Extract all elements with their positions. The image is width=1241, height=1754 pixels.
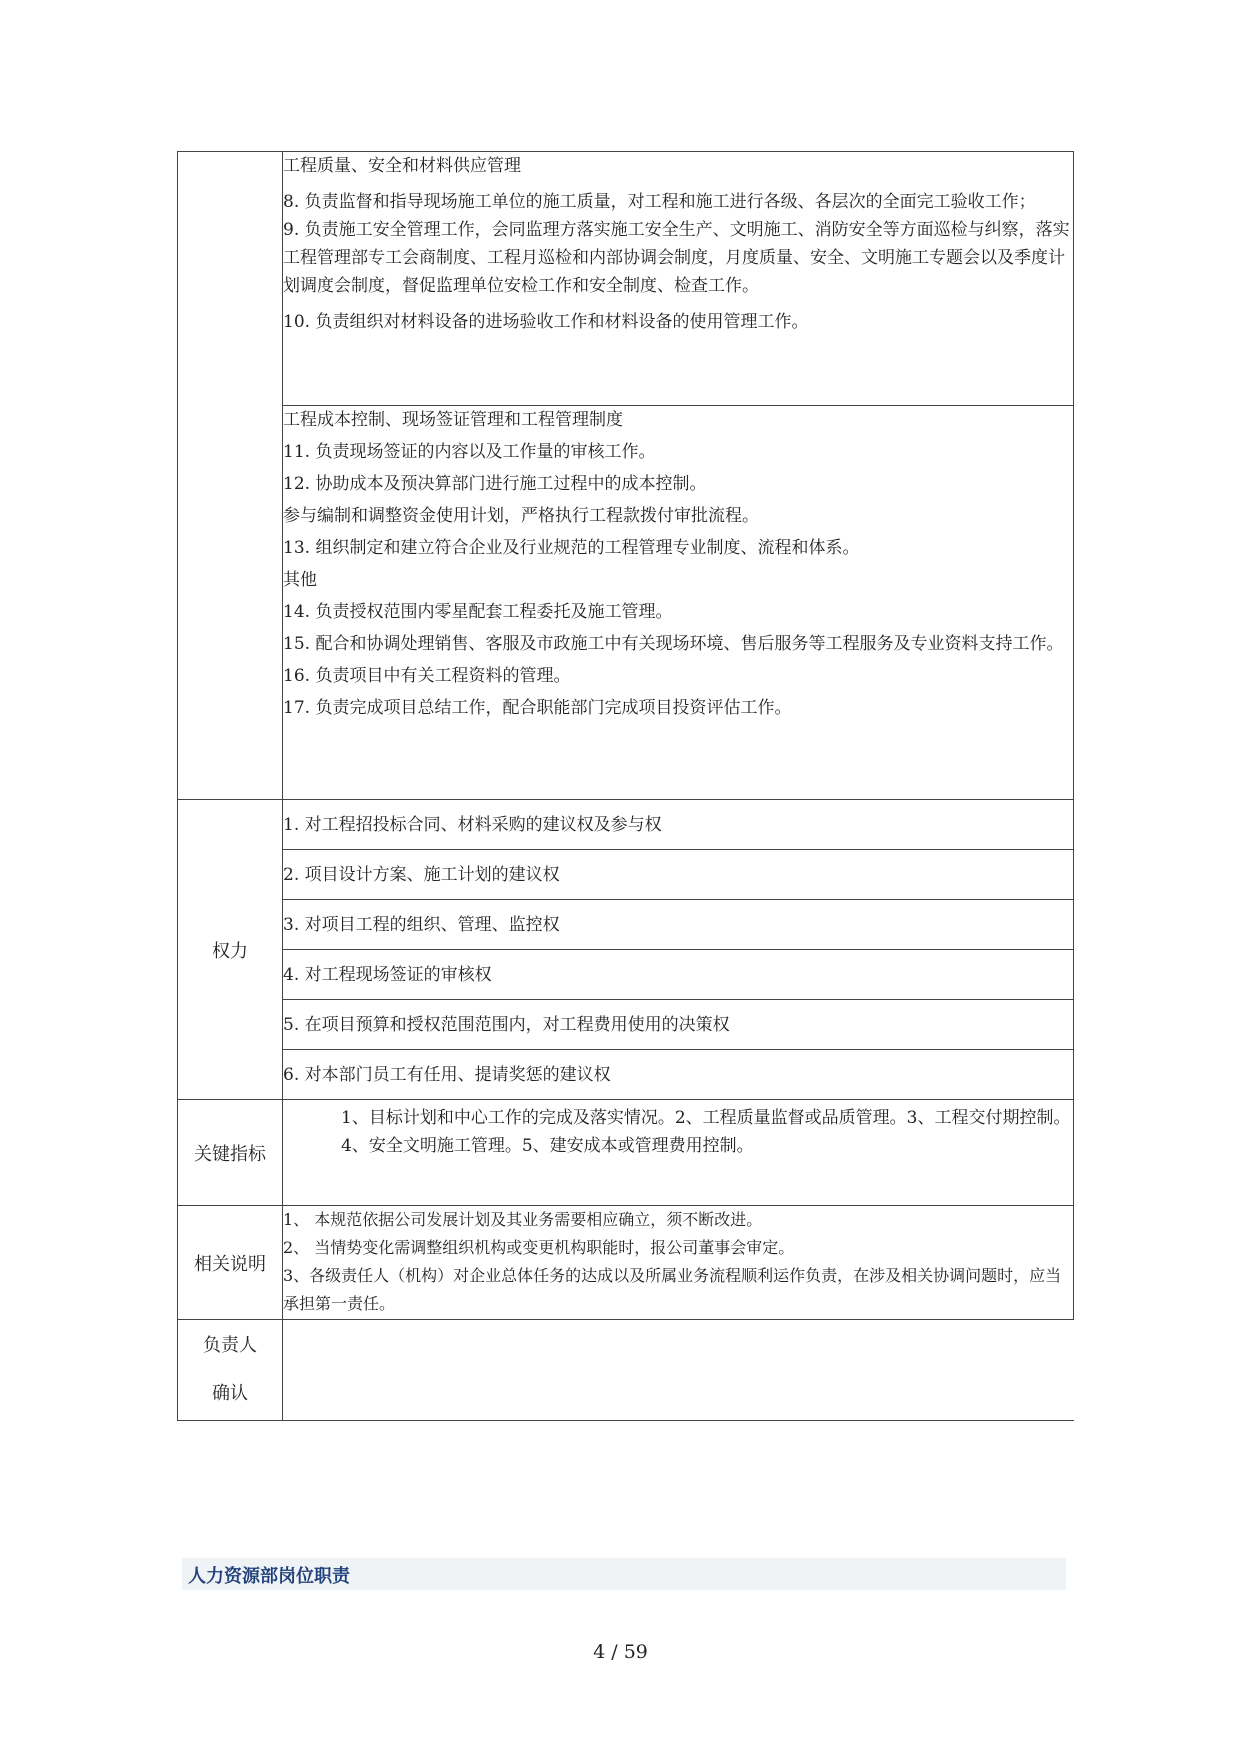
duty-item: 14. 负责授权范围内零星配套工程委托及施工管理。 [283, 602, 673, 622]
duty-item: 12. 协助成本及预决算部门进行施工过程中的成本控制。 [283, 474, 707, 494]
authority-item: 3. 对项目工程的组织、管理、监控权 [283, 900, 1074, 950]
duty-item: 9. 负责施工安全管理工作，会同监理方落实施工安全生产、文明施工、消防安全等方面巡检与纠察，落实工程管理部专工会商制度、工程月巡检和内部协调会制度，月度质量、安全、文明施工专题会以及季度计划调度会制度，督促监理单位安检工作和安全制度、检查工作。 [283, 220, 1070, 296]
duty-item: 15. 配合和协调处理销售、客服及市政施工中有关现场环境、售后服务等工程服务及专业资料支持工作。 [283, 634, 1064, 654]
authority-item: 6. 对本部门员工有任用、提请奖惩的建议权 [283, 1050, 1074, 1100]
duty-item: 13. 组织制定和建立符合企业及行业规范的工程管理专业制度、流程和体系。 [283, 538, 860, 558]
authority-item: 5. 在项目预算和授权范围范围内，对工程费用使用的决策权 [283, 1000, 1074, 1050]
duties-table [177, 151, 1073, 1421]
hr-duties-heading: 人力资源部岗位职责 [188, 1566, 350, 1587]
authority-item: 2. 项目设计方案、施工计划的建议权 [283, 850, 1074, 900]
duty-item: 8. 负责监督和指导现场施工单位的施工质量，对工程和施工进行各级、各层次的全面完工验收工作； [283, 192, 1036, 212]
kpi-text: 1、目标计划和中心工作的完成及落实情况。2、工程质量监督或品质管理。3、工程交付期控制。4、安全文明施工管理。5、建安成本或管理费用控制。 [283, 1100, 1074, 1206]
section-heading-bar [182, 1558, 1066, 1590]
job-duty-table [177, 151, 1074, 1421]
section-quality-safety [283, 152, 1074, 406]
confirm-label-line1: 负责人 [203, 1335, 257, 1356]
note-item: 3、各级责任人（机构）对企业总体任务的达成以及所属业务流程顺利运作负责，在涉及相关协调问题时，应当承担第一责任。 [283, 1266, 1062, 1313]
section-cost-control [283, 406, 1074, 800]
section-heading: 工程成本控制、现场签证管理和工程管理制度 [283, 410, 623, 430]
confirm-label-line2: 确认 [212, 1383, 248, 1404]
section-heading: 工程质量、安全和材料供应管理 [283, 156, 521, 176]
note-item: 2、 当情势变化需调整组织机构或变更机构职能时，报公司董事会审定。 [283, 1238, 795, 1257]
duty-item: 16. 负责项目中有关工程资料的管理。 [283, 666, 571, 686]
page-number: 4 / 59 [593, 1641, 648, 1663]
notes-cell [283, 1206, 1074, 1320]
kpi-label: 关键指标 [178, 1100, 283, 1206]
authority-item: 1. 对工程招投标合同、材料采购的建议权及参与权 [283, 800, 1074, 850]
duty-item: 参与编制和调整资金使用计划，严格执行工程款拨付审批流程。 [283, 506, 759, 526]
note-item: 1、 本规范依据公司发展计划及其业务需要相应确立，须不断改进。 [283, 1210, 763, 1229]
confirm-signature-cell [283, 1320, 1074, 1421]
notes-label: 相关说明 [178, 1206, 283, 1320]
duty-item: 其他 [283, 570, 317, 590]
duty-item: 10. 负责组织对材料设备的进场验收工作和材料设备的使用管理工作。 [283, 312, 809, 332]
blank-label-cell [178, 152, 283, 800]
authority-item: 4. 对工程现场签证的审核权 [283, 950, 1074, 1000]
duty-item: 17. 负责完成项目总结工作，配合职能部门完成项目投资评估工作。 [283, 698, 792, 718]
authority-label: 权力 [178, 800, 283, 1100]
confirm-label [178, 1320, 283, 1421]
duty-item: 11. 负责现场签证的内容以及工作量的审核工作。 [283, 442, 656, 462]
